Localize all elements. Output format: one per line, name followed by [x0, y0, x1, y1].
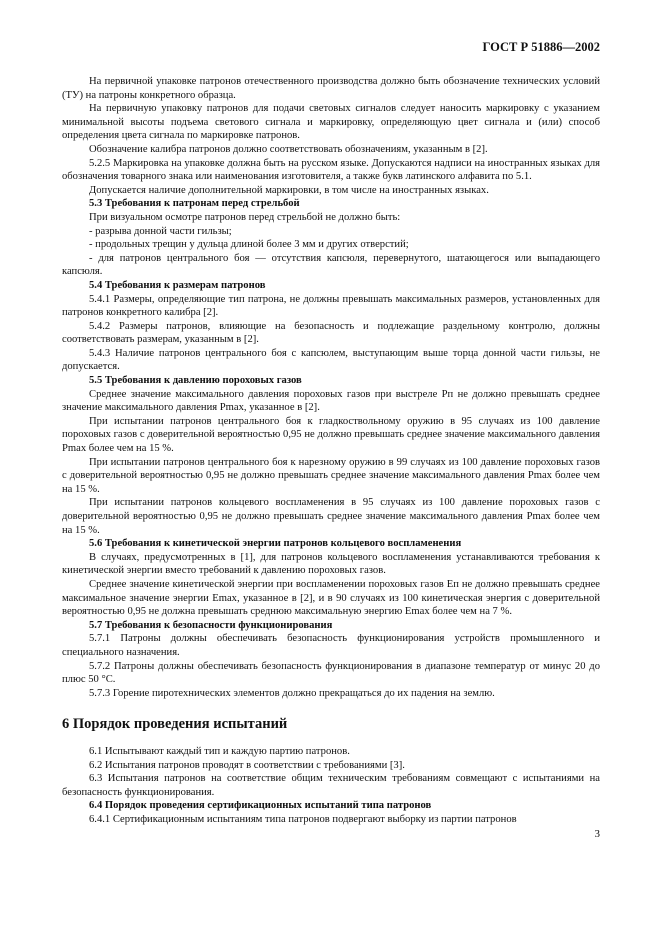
paragraph: 6.4.1 Сертификационным испытаниям типа патронов подвергают выборку из партии патронов [89, 813, 517, 825]
paragraph: Обозначение калибра патронов должно соответствовать обозначениям, указанным в [2]. [89, 143, 488, 155]
paragraph: При визуальном осмотре патронов перед стрельбой не должно быть: [89, 211, 401, 223]
paragraph: 6.2 Испытания патронов проводят в соответствии с требованиями [3]. [89, 759, 405, 771]
paragraph: 5.4.3 Наличие патронов центрального боя с капсюлем, выступающим выше торца донной части гильзы, не допускается. [62, 347, 600, 373]
paragraph: При испытании патронов кольцевого воспламенения в 95 случаях из 100 давление пороховых газов с доверительной вероятностью 0,95 не должно превышать среднее значение максимального давления Pmax более чем на 15 %. [62, 497, 600, 536]
paragraph: 5.7.2 Патроны должны обеспечивать безопасность функционирования в диапазоне температур от минус 20 до плюс 50 °С. [62, 660, 600, 686]
paragraph: 5.2.5 Маркировка на упаковке должна быть на русском языке. Допускаются надписи на иностранных языках для обозначения товарного знака или наименования изготовителя, а также букв латинского алфавита по 5.1. [62, 157, 600, 183]
subsection-heading: 5.5 Требования к давлению пороховых газов [89, 375, 302, 387]
document-body [62, 75, 600, 826]
paragraph: Среднее значение максимального давления пороховых газов при выстреле Pп не должно превышать среднее значение максимального давления Pmax, указанное в [2]. [62, 388, 600, 414]
paragraph: 5.4.2 Размеры патронов, влияющие на безопасность и подлежащие раздельному контролю, должны соответствовать размерам, указанным в [2]. [62, 320, 600, 346]
document-header: ГОСТ Р 51886—2002 [482, 40, 600, 54]
list-item: - для патронов центрального боя — отсутствия капсюля, перевернутого, шатающегося или выпадающего капсюля. [62, 252, 600, 278]
subsection-heading: 6.4 Порядок проведения сертификационных испытаний типа патронов [89, 800, 432, 812]
subsection-heading: 5.6 Требования к кинетической энергии патронов кольцевого воспламенения [89, 538, 462, 550]
paragraph: 5.4.1 Размеры, определяющие тип патрона, не должны превышать максимальных размеров, установленных для патронов конкретного калибра [2]. [62, 293, 600, 319]
paragraph: При испытании патронов центрального боя к нарезному оружию в 99 случаях из 100 давление пороховых газов с доверительной вероятностью 0,95 не должно превышать среднее значение максимального давления Pmax более чем на 15 %. [62, 456, 600, 495]
paragraph: В случаях, предусмотренных в [1], для патронов кольцевого воспламенения устанавливаются требования к кинетической энергии вместо требований к давлению пороховых газов. [62, 551, 600, 577]
paragraph: 6.3 Испытания патронов на соответствие общим техническим требованиям совмещают с испытаниями на безопасность функционирования. [62, 773, 600, 798]
section-heading: 6 Порядок проведения испытаний [62, 716, 288, 733]
list-item: - продольных трещин у дульца длиной более 3 мм и других отверстий; [89, 239, 409, 251]
paragraph: На первичную упаковку патронов для подачи световых сигналов следует наносить маркировку с указанием минимальной высоты подъема светового сигнала и маркировку, определяющую цвет сигнала и (или) способ определения цвета сигнала по маркировке патронов. [62, 103, 600, 142]
page-number: 3 [594, 828, 600, 840]
paragraph: 5.7.1 Патроны должны обеспечивать безопасность функционирования устройств промышленного и специального назначения. [62, 633, 600, 658]
paragraph: На первичной упаковке патронов отечественного производства должно быть обозначение технических условий (ТУ) на патроны конкретного образца. [62, 76, 600, 101]
paragraph: 6.1 Испытывают каждый тип и каждую партию патронов. [89, 745, 350, 757]
list-item: - разрыва донной части гильзы; [89, 225, 232, 237]
paragraph: Среднее значение кинетической энергии при воспламенении пороховых газов Eп не должно превышать среднее максимальное значение энергии Emax, указанное в [2], и в 90 случаях из 100 кинетическая энергия с доверительной вероятностью 0,95 не должна превышать среднюю максимальную энергию Emax более чем на 7 %. [62, 578, 600, 618]
subsection-heading: 5.3 Требования к патронам перед стрельбой [89, 198, 300, 210]
paragraph: 5.7.3 Горение пиротехнических элементов должно прекращаться до их падения на землю. [89, 687, 495, 699]
subsection-heading: 5.7 Требования к безопасности функционирования [89, 619, 333, 631]
paragraph: Допускается наличие дополнительной маркировки, в том числе на иностранных языках. [89, 184, 489, 196]
paragraph: При испытании патронов центрального боя к гладкоствольному оружию в 95 случаях из 100 давление пороховых газов с доверительной вероятностью 0,95 не должно превышать среднее значение максимального давления Pmax более чем на 15 %. [62, 415, 600, 455]
subsection-heading: 5.4 Требования к размерам патронов [89, 279, 266, 291]
